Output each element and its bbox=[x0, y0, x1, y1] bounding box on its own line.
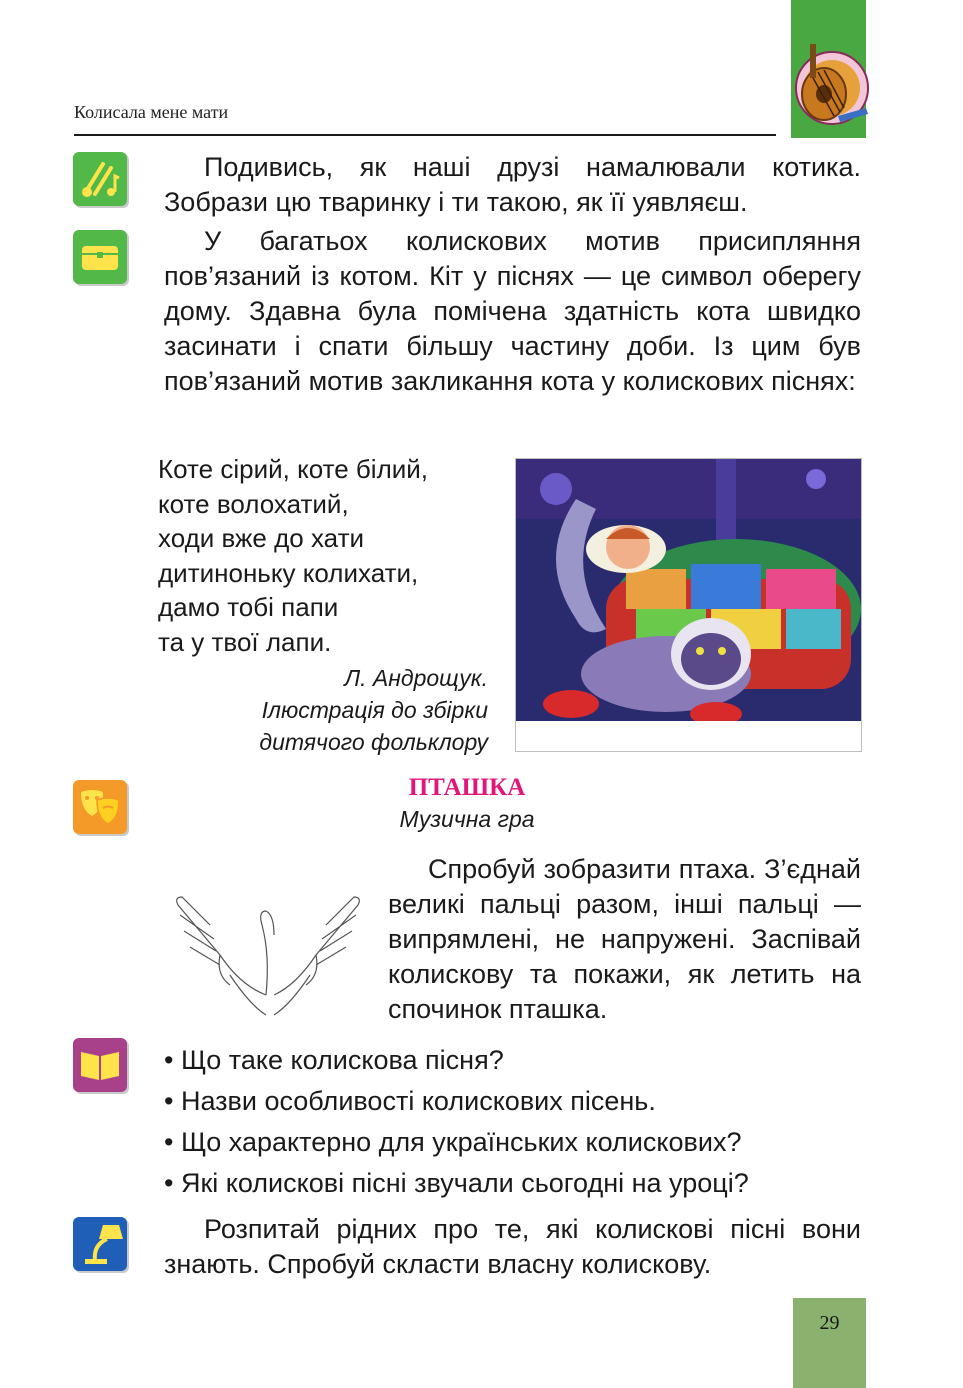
section-title: ПТАШКА bbox=[408, 774, 526, 801]
caption-line: дитячого фольклору bbox=[259, 729, 488, 755]
page-number-box bbox=[793, 1298, 866, 1388]
poem-line: Коте сірий, коте білий, bbox=[158, 454, 429, 484]
caption-line: Л. Андрощук. bbox=[344, 665, 488, 691]
poem-line: та у твої лапи. bbox=[158, 626, 332, 657]
treasure-chest-icon bbox=[73, 230, 127, 284]
cat-paragraph: У багатьох колискових мотив присипляння пов’язаний із котом. Кіт у піснях — це символ оберегу дому. Здавна була помічена здатність кота швидко засинати і спати більшу частину доби. Із цим був пов’язаний мотив закликання кота у колискових піснях: bbox=[164, 226, 861, 396]
cat-lullaby-poem bbox=[158, 452, 428, 659]
caption-line: Ілюстрація до збірки bbox=[261, 697, 488, 723]
intro-paragraph: Подивись, як наші друзі намалювали котика. Зобрази цю тваринку і ти такою, як її уявляєш. bbox=[164, 152, 861, 217]
poem-line: дамо тобі папи bbox=[158, 592, 339, 622]
list-item: • Які колискові пісні звучали сьогодні на уроці? bbox=[164, 1168, 749, 1198]
cat-and-child-illustration bbox=[515, 458, 862, 752]
running-title: Колисала мене мати bbox=[74, 102, 229, 122]
poem-line: дитиноньку колихати, bbox=[158, 557, 419, 588]
open-book-icon bbox=[73, 1038, 127, 1092]
bandura-emblem-icon bbox=[782, 38, 878, 134]
list-item: • Назви особливості колискових пісень. bbox=[164, 1086, 656, 1116]
page-number: 29 bbox=[819, 1312, 840, 1334]
desk-lamp-icon bbox=[73, 1217, 127, 1271]
bird-game-paragraph: Спробуй зобразити птаха. З’єднай великі пальці разом, інші пальці — випрямлені, не напружені. Заспівай колискову та покажи, як летить на спочинок пташка. bbox=[388, 854, 861, 1024]
illustration-caption bbox=[160, 662, 488, 758]
poem-line: коте волохатий, bbox=[158, 488, 349, 519]
list-item: • Що таке колискова пісня? bbox=[164, 1045, 504, 1075]
header-rule bbox=[74, 134, 776, 136]
bird-hands-illustration bbox=[170, 875, 366, 1025]
music-notes-icon bbox=[73, 152, 127, 206]
poem-line: ходи вже до хати bbox=[158, 523, 364, 553]
review-questions bbox=[164, 1040, 749, 1204]
homework-paragraph: Розпитай рідних про те, які колискові пісні вони знають. Спробуй скласти власну колискову. bbox=[164, 1214, 861, 1279]
section-subtitle: Музична гра bbox=[399, 806, 535, 832]
theatre-masks-icon bbox=[73, 780, 127, 834]
list-item: • Що характерно для українських колискових? bbox=[164, 1127, 742, 1157]
